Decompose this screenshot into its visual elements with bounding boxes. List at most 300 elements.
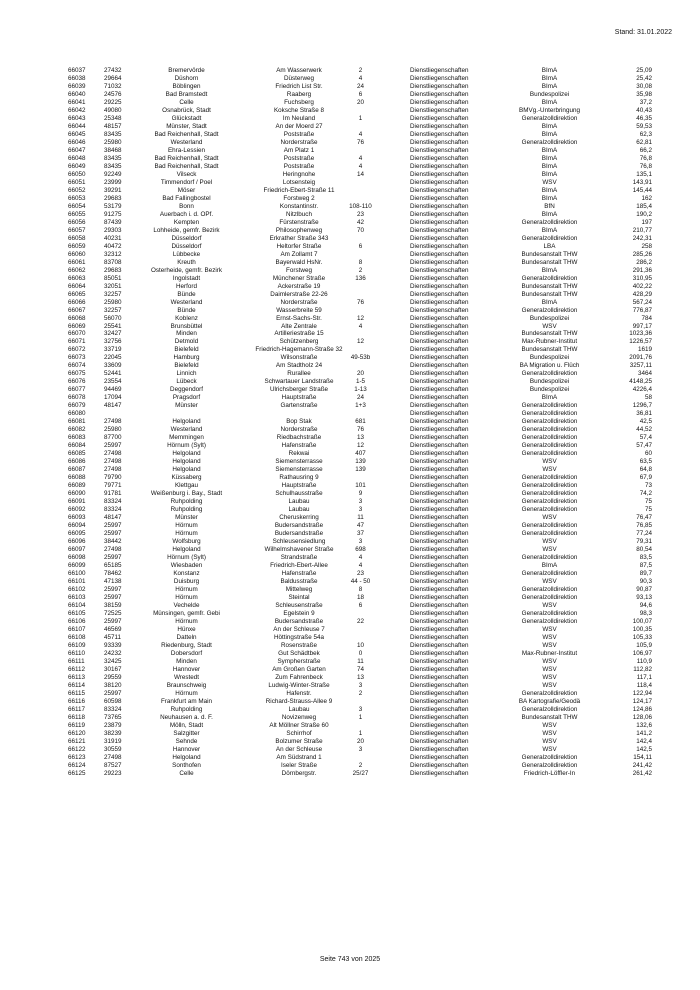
cell-verwaltung: WSV — [542, 657, 557, 665]
cell-plz: 23999 — [104, 178, 122, 186]
cell-ort: Bad Bramstedt — [165, 90, 208, 98]
cell-plz: 79771 — [104, 482, 122, 490]
cell-hausnummer: 70 — [356, 226, 364, 234]
cell-flaeche: 124,17 — [632, 697, 652, 705]
cell-ort: Koblenz — [175, 314, 198, 322]
cell-art: Dienstliegenschaften — [410, 90, 469, 98]
cell-plz: 87700 — [104, 434, 122, 442]
cell-strasse: Rathausring 9 — [279, 474, 319, 482]
table-row — [0, 490, 700, 498]
cell-id: 66080 — [68, 410, 86, 418]
cell-verwaltung: WSV — [542, 514, 557, 522]
cell-hausnummer: 4 — [358, 162, 363, 170]
cell-ort: Lohheide, gemfr. Bezirk — [153, 226, 220, 234]
cell-art: Dienstliegenschaften — [410, 74, 469, 82]
table-row — [0, 235, 700, 243]
cell-verwaltung: BImA — [541, 146, 558, 154]
cell-id: 66068 — [68, 314, 86, 322]
cell-flaeche: 37,2 — [639, 98, 652, 106]
cell-plz: 25997 — [104, 617, 122, 625]
cell-id: 66049 — [68, 162, 86, 170]
cell-strasse: Riedbachstraße — [276, 434, 322, 442]
cell-id: 66105 — [68, 609, 86, 617]
cell-verwaltung: Generalzolldirektion — [521, 554, 578, 562]
table-row — [0, 362, 700, 370]
cell-verwaltung: BImA — [541, 562, 558, 570]
cell-flaeche: 63,5 — [639, 458, 652, 466]
cell-strasse: Erkrather Straße 343 — [269, 234, 329, 242]
cell-id: 66122 — [68, 745, 86, 753]
cell-id: 66115 — [68, 689, 86, 697]
table-row — [0, 730, 700, 738]
cell-plz: 78462 — [104, 570, 122, 578]
cell-hausnummer: 698 — [355, 546, 366, 554]
cell-ort: Neuhausen a. d. F. — [160, 713, 213, 721]
cell-flaeche: 25,42 — [636, 74, 652, 82]
cell-ort: Helgoland — [172, 546, 201, 554]
cell-verwaltung: Max-Rubner-Institut — [521, 338, 578, 346]
cell-hausnummer: 4 — [358, 562, 363, 570]
cell-id: 66038 — [68, 74, 86, 82]
cell-flaeche: 110,9 — [636, 657, 652, 665]
cell-verwaltung: Bundesanstalt THW — [521, 282, 578, 290]
cell-flaeche: 36,81 — [636, 410, 652, 418]
cell-flaeche: 124,86 — [632, 705, 652, 713]
cell-verwaltung: BImA — [541, 210, 558, 218]
cell-hausnummer: 37 — [356, 530, 364, 538]
cell-art: Dienstliegenschaften — [410, 522, 469, 530]
cell-art: Dienstliegenschaften — [410, 490, 469, 498]
cell-art: Dienstliegenschaften — [410, 234, 469, 242]
cell-verwaltung: BImA — [541, 74, 558, 82]
cell-id: 66060 — [68, 250, 86, 258]
cell-strasse: Gartenstraße — [280, 402, 318, 410]
cell-flaeche: 57,47 — [636, 442, 652, 450]
cell-ort: Konstanz — [173, 570, 200, 578]
cell-hausnummer: 23 — [356, 210, 364, 218]
cell-strasse: Am Zollamt 7 — [280, 250, 318, 258]
cell-art: Dienstliegenschaften — [410, 410, 469, 418]
cell-verwaltung: Bundespolizei — [529, 386, 570, 394]
cell-art: Dienstliegenschaften — [410, 601, 469, 609]
cell-strasse: Konstantinstr. — [279, 202, 319, 210]
cell-strasse: Ulrichsberger Straße — [269, 386, 329, 394]
cell-plz: 25997 — [104, 522, 122, 530]
table-row — [0, 690, 700, 698]
cell-plz: 79790 — [104, 474, 122, 482]
cell-art: Dienstliegenschaften — [410, 530, 469, 538]
table-row — [0, 299, 700, 307]
cell-id: 66079 — [68, 402, 86, 410]
cell-id: 66064 — [68, 282, 86, 290]
table-row — [0, 474, 700, 482]
cell-hausnummer: 12 — [356, 338, 364, 346]
table-row — [0, 762, 700, 770]
cell-id: 66058 — [68, 234, 86, 242]
cell-strasse: Am Platz 1 — [283, 146, 315, 154]
cell-plz: 27498 — [104, 458, 122, 466]
cell-id: 66045 — [68, 130, 86, 138]
cell-id: 66119 — [68, 721, 86, 729]
cell-ort: Vechelde — [173, 601, 200, 609]
cell-plz: 32425 — [104, 657, 122, 665]
cell-ort: Osnabrück, Stadt — [162, 106, 211, 114]
cell-art: Dienstliegenschaften — [410, 210, 469, 218]
cell-ort: Pragsdorf — [172, 394, 201, 402]
cell-strasse: Rosenstraße — [280, 641, 318, 649]
cell-ort: Westerland — [170, 426, 203, 434]
table-row — [0, 346, 700, 354]
cell-hausnummer: 8 — [358, 585, 363, 593]
cell-art: Dienstliegenschaften — [410, 713, 469, 721]
cell-art: Dienstliegenschaften — [410, 322, 469, 330]
cell-hausnummer: 3 — [358, 745, 363, 753]
cell-flaeche: 567,24 — [632, 298, 652, 306]
cell-hausnummer: 4 — [358, 322, 363, 330]
cell-plz: 60598 — [104, 697, 122, 705]
cell-strasse: Siemensterrasse — [275, 458, 323, 466]
cell-art: Dienstliegenschaften — [410, 665, 469, 673]
cell-ort: Minden — [176, 657, 197, 665]
cell-strasse: Hafenstr. — [286, 689, 312, 697]
cell-hausnummer: 20 — [356, 737, 364, 745]
cell-strasse: Im Neuland — [282, 114, 316, 122]
cell-ort: Hörnum — [175, 585, 198, 593]
cell-ort: Düsseldorf — [171, 242, 202, 250]
cell-verwaltung: Bundesanstalt THW — [521, 290, 578, 298]
cell-plz: 45711 — [104, 633, 122, 641]
cell-verwaltung: BImA — [541, 170, 558, 178]
cell-verwaltung: Friedrich-Löffler-In — [523, 769, 576, 777]
cell-plz: 32257 — [104, 306, 122, 314]
cell-ort: Münsingen, gemfr. Gebi — [153, 609, 220, 617]
cell-art: Dienstliegenschaften — [410, 114, 469, 122]
cell-strasse: Münchener Straße — [272, 274, 326, 282]
cell-ort: Deggendorf — [170, 386, 203, 394]
cell-art: Dienstliegenschaften — [410, 186, 469, 194]
table-row — [0, 634, 700, 642]
cell-strasse: Fuchsberg — [284, 98, 314, 106]
cell-id: 66103 — [68, 593, 86, 601]
cell-flaeche: 66,2 — [639, 146, 652, 154]
table-row — [0, 386, 700, 394]
cell-plz: 24232 — [104, 649, 122, 657]
cell-ort: Hannover — [172, 665, 201, 673]
cell-ort: Kreuth — [177, 258, 196, 266]
cell-verwaltung: Generalzolldirektion — [521, 218, 578, 226]
cell-art: Dienstliegenschaften — [410, 649, 469, 657]
cell-art: Dienstliegenschaften — [410, 346, 469, 354]
cell-id: 66046 — [68, 138, 86, 146]
cell-strasse: Schleusenstraße — [275, 601, 323, 609]
table-row — [0, 99, 700, 107]
cell-strasse: Mittelweg — [285, 585, 313, 593]
cell-art: Dienstliegenschaften — [410, 745, 469, 753]
cell-ort: Bad Fallingbostel — [162, 194, 211, 202]
cell-hausnummer: 2 — [358, 67, 363, 74]
cell-hausnummer: 6 — [358, 242, 363, 250]
table-row — [0, 323, 700, 331]
cell-art: Dienstliegenschaften — [410, 354, 469, 362]
cell-id: 66121 — [68, 737, 86, 745]
cell-hausnummer: 139 — [355, 458, 366, 466]
cell-art: Dienstliegenschaften — [410, 641, 469, 649]
cell-hausnummer: 11 — [357, 514, 364, 522]
cell-id: 66096 — [68, 538, 86, 546]
cell-id: 66086 — [68, 458, 86, 466]
cell-flaeche: 58 — [644, 394, 652, 402]
cell-verwaltung: Generalzolldirektion — [521, 138, 578, 146]
cell-ort: Ingolstadt — [172, 274, 201, 282]
cell-ort: Bad Reichenhall, Stadt — [154, 162, 219, 170]
cell-strasse: Alt Möllner Straße 60 — [269, 721, 329, 729]
cell-plz: 83435 — [104, 130, 122, 138]
cell-id: 66056 — [68, 218, 86, 226]
cell-verwaltung: Generalzolldirektion — [521, 506, 578, 514]
cell-hausnummer: 3 — [358, 705, 363, 713]
cell-art: Dienstliegenschaften — [410, 721, 469, 729]
cell-strasse: Norderstraße — [280, 298, 318, 306]
cell-ort: Hörnum (Sylt) — [167, 554, 206, 562]
cell-plz: 25348 — [104, 114, 122, 122]
cell-id: 66108 — [68, 633, 86, 641]
cell-strasse: Friedrich List Str. — [275, 82, 323, 90]
cell-plz: 83435 — [104, 154, 122, 162]
cell-verwaltung: Max-Rubner-Institut — [521, 649, 578, 657]
cell-id: 66109 — [68, 641, 86, 649]
cell-art: Dienstliegenschaften — [410, 362, 469, 370]
cell-art: Dienstliegenschaften — [410, 330, 469, 338]
cell-id: 66062 — [68, 266, 86, 274]
table-row — [0, 746, 700, 754]
cell-ort: Wolfsburg — [172, 538, 201, 546]
cell-hausnummer: 4 — [358, 554, 363, 562]
cell-verwaltung: Generalzolldirektion — [521, 585, 578, 593]
cell-flaeche: 105,33 — [632, 633, 652, 641]
cell-id: 66090 — [68, 490, 86, 498]
cell-art: Dienstliegenschaften — [410, 218, 469, 226]
cell-strasse: Budersandstraße — [274, 530, 324, 538]
table-row — [0, 83, 700, 91]
cell-flaeche: 122,94 — [632, 689, 652, 697]
cell-ort: Ruhpolding — [170, 705, 203, 713]
cell-hausnummer: 76 — [356, 426, 364, 434]
cell-strasse: Friedrich-Ebert-Allee — [270, 562, 328, 570]
cell-flaeche: 784 — [641, 314, 652, 322]
table-row — [0, 410, 700, 418]
cell-art: Dienstliegenschaften — [410, 498, 469, 506]
cell-strasse: Bop Stak — [286, 418, 312, 426]
cell-plz: 23879 — [104, 721, 122, 729]
cell-strasse: Ludwig-Winter-Straße — [268, 681, 330, 689]
cell-art: Dienstliegenschaften — [410, 402, 469, 410]
cell-verwaltung: Generalzolldirektion — [521, 410, 578, 418]
cell-flaeche: 291,36 — [632, 266, 652, 274]
cell-plz: 93339 — [104, 641, 122, 649]
table-row — [0, 338, 700, 346]
cell-ort: Memmingen — [169, 434, 204, 442]
cell-strasse: Sympherstraße — [277, 657, 321, 665]
cell-id: 66061 — [68, 258, 86, 266]
cell-flaeche: 76,8 — [639, 154, 652, 162]
cell-id: 66113 — [68, 673, 86, 681]
cell-ort: Celle — [179, 769, 194, 777]
cell-flaeche: 76,8 — [639, 162, 652, 170]
cell-plz: 29225 — [104, 98, 122, 106]
cell-strasse: Wasserbreite 59 — [276, 306, 322, 314]
cell-verwaltung: Generalzolldirektion — [521, 474, 578, 482]
table-row — [0, 594, 700, 602]
cell-ort: Westerland — [170, 138, 203, 146]
cell-id: 66114 — [68, 681, 86, 689]
cell-ort: Böblingen — [172, 82, 201, 90]
cell-flaeche: 128,06 — [632, 713, 652, 721]
cell-strasse: Poststraße — [283, 130, 315, 138]
table-row — [0, 402, 700, 410]
cell-plz: 72525 — [104, 609, 122, 617]
cell-verwaltung: Generalzolldirektion — [521, 370, 578, 378]
cell-ort: Hörnum — [175, 522, 198, 530]
cell-id: 66075 — [68, 370, 86, 378]
cell-hausnummer: 1 — [358, 114, 363, 122]
cell-hausnummer: 9 — [358, 490, 363, 498]
cell-hausnummer: 3 — [358, 538, 363, 546]
cell-id: 66085 — [68, 450, 86, 458]
cell-verwaltung: Bundesanstalt THW — [521, 346, 578, 354]
cell-plz: 47138 — [104, 578, 122, 585]
cell-verwaltung: Generalzolldirektion — [521, 617, 578, 625]
cell-plz: 29223 — [104, 769, 122, 777]
cell-flaeche: 83,5 — [639, 554, 652, 562]
cell-verwaltung: WSV — [542, 601, 557, 609]
property-table — [0, 67, 700, 778]
cell-flaeche: 40,43 — [636, 106, 652, 114]
cell-verwaltung: WSV — [542, 745, 557, 753]
cell-verwaltung: BImA — [541, 154, 558, 162]
cell-ort: Ruhpolding — [170, 498, 203, 506]
cell-strasse: Egelstein 9 — [283, 609, 315, 617]
cell-ort: Düshorn — [174, 74, 199, 82]
cell-plz: 27498 — [104, 418, 122, 426]
table-row — [0, 91, 700, 99]
cell-plz: 52441 — [104, 370, 122, 378]
cell-hausnummer: 1-13 — [354, 386, 367, 394]
table-row — [0, 243, 700, 251]
cell-strasse: Friedrich-Ebert-Straße 11 — [263, 186, 335, 194]
table-row — [0, 426, 700, 434]
cell-plz: 87439 — [104, 218, 122, 226]
cell-flaeche: 62,81 — [636, 138, 652, 146]
cell-ort: Bremervörde — [168, 67, 205, 74]
cell-art: Dienstliegenschaften — [410, 697, 469, 705]
cell-strasse: Fürstenstraße — [279, 218, 319, 226]
cell-ort: Hünxe — [177, 625, 196, 633]
cell-ort: Vilseck — [176, 170, 197, 178]
cell-hausnummer: 44 - 50 — [350, 578, 371, 585]
cell-art: Dienstliegenschaften — [410, 194, 469, 202]
cell-strasse: Schwartauer Landstraße — [264, 378, 334, 386]
cell-art: Dienstliegenschaften — [410, 506, 469, 514]
table-row — [0, 378, 700, 386]
cell-plz: 29664 — [104, 74, 122, 82]
cell-art: Dienstliegenschaften — [410, 298, 469, 306]
cell-id: 66099 — [68, 562, 86, 570]
cell-art: Dienstliegenschaften — [410, 178, 469, 186]
cell-plz: 83324 — [104, 705, 122, 713]
cell-flaeche: 76,47 — [636, 514, 652, 522]
cell-art: Dienstliegenschaften — [410, 258, 469, 266]
cell-flaeche: 1226,57 — [629, 338, 652, 346]
cell-plz: 25997 — [104, 442, 122, 450]
cell-flaeche: 1619 — [637, 346, 652, 354]
cell-hausnummer: 3 — [358, 506, 363, 514]
cell-flaeche: 87,5 — [639, 562, 652, 570]
cell-flaeche: 402,22 — [632, 282, 652, 290]
cell-id: 66111 — [68, 657, 85, 665]
cell-flaeche: 190,2 — [636, 210, 652, 218]
cell-strasse: Schulhausstraße — [275, 490, 323, 498]
cell-art: Dienstliegenschaften — [410, 657, 469, 665]
cell-plz: 27498 — [104, 546, 122, 554]
table-row — [0, 570, 700, 578]
table-row — [0, 666, 700, 674]
table-row — [0, 546, 700, 554]
cell-strasse: Hafenstraße — [281, 570, 317, 578]
cell-plz: 94469 — [104, 386, 122, 394]
table-row — [0, 650, 700, 658]
cell-verwaltung: WSV — [542, 673, 557, 681]
cell-strasse: Novizenweg — [281, 713, 317, 721]
cell-plz: 30167 — [104, 665, 122, 673]
cell-hausnummer: 8 — [358, 258, 363, 266]
table-row — [0, 259, 700, 267]
cell-ort: Hörnum — [175, 593, 198, 601]
cell-art: Dienstliegenschaften — [410, 729, 469, 737]
cell-art: Dienstliegenschaften — [410, 394, 469, 402]
cell-flaeche: 242,31 — [632, 234, 652, 242]
cell-flaeche: 100,35 — [632, 625, 652, 633]
cell-ort: Timmendorf / Poel — [160, 178, 213, 186]
cell-ort: Weißenburg i. Bay., Stadt — [150, 490, 223, 498]
cell-plz: 24576 — [104, 90, 122, 98]
cell-verwaltung: Generalzolldirektion — [521, 234, 578, 242]
cell-ort: Osterheide, gemfr. Bezirk — [150, 266, 223, 274]
cell-flaeche: 60 — [644, 450, 652, 458]
cell-strasse: Gut Schädtbek — [278, 649, 320, 657]
cell-verwaltung: Generalzolldirektion — [521, 426, 578, 434]
table-row — [0, 714, 700, 722]
cell-id: 66112 — [68, 665, 86, 673]
cell-flaeche: 4226,4 — [632, 386, 652, 394]
cell-plz: 87527 — [104, 761, 122, 769]
cell-flaeche: 30,08 — [636, 82, 652, 90]
cell-ort: Ehra-Lessien — [167, 146, 206, 154]
cell-id: 66110 — [68, 649, 86, 657]
cell-id: 66059 — [68, 242, 86, 250]
cell-plz: 48147 — [104, 514, 122, 522]
table-row — [0, 179, 700, 187]
cell-flaeche: 74,2 — [639, 490, 652, 498]
cell-plz: 32257 — [104, 290, 122, 298]
cell-strasse: Koksche Straße 8 — [273, 106, 325, 114]
cell-id: 66063 — [68, 274, 86, 282]
cell-hausnummer: 24 — [356, 82, 364, 90]
cell-id: 66125 — [68, 769, 86, 777]
table-row — [0, 442, 700, 450]
cell-art: Dienstliegenschaften — [410, 202, 469, 210]
cell-id: 66044 — [68, 122, 86, 130]
cell-verwaltung: Bundesanstalt THW — [521, 713, 578, 721]
